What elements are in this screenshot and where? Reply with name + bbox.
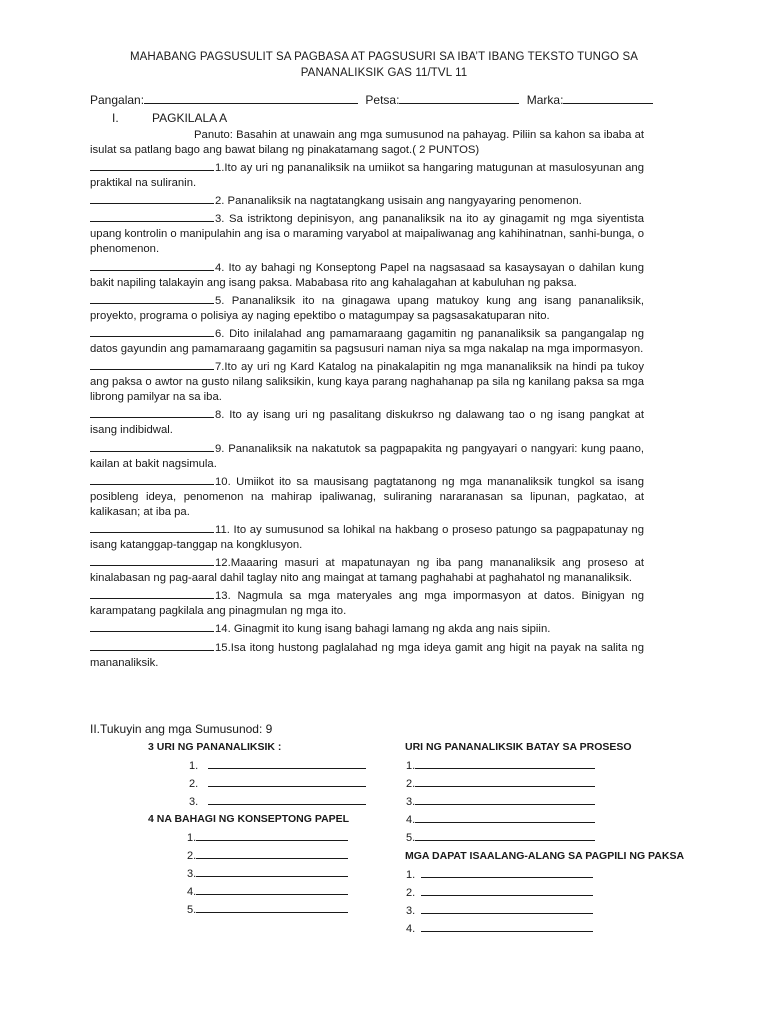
question-item: [90, 293, 644, 324]
research-types-group-row: [189, 759, 366, 772]
answer-blank[interactable]: [90, 441, 214, 452]
row-number: 4.: [187, 886, 197, 898]
answer-line[interactable]: [421, 868, 593, 878]
row-number: 3.: [187, 868, 197, 880]
concept-paper-parts-group-row: [187, 903, 348, 916]
answer-blank[interactable]: [90, 555, 214, 566]
answer-blank[interactable]: [90, 160, 214, 171]
row-number: 2.: [406, 887, 416, 899]
answer-line[interactable]: [415, 831, 595, 841]
research-types-group-title: 3 URI NG PANANALIKSIK :: [148, 741, 282, 753]
answer-blank[interactable]: [90, 474, 214, 485]
quiz-title-line-1: MAHABANG PAGSUSULIT SA PAGBASA AT PAGSUSURI SA IBA’T IBANG TEKSTO TUNGO SA: [129, 51, 638, 63]
answer-blank[interactable]: [90, 260, 214, 271]
part1-heading: [112, 111, 227, 125]
score-label: Marka:: [526, 93, 564, 107]
answer-blank[interactable]: [90, 193, 214, 204]
question-item: [90, 193, 644, 209]
topic-selection-criteria-group-row: [406, 922, 593, 935]
date-field[interactable]: [399, 92, 519, 104]
score-field[interactable]: [563, 92, 653, 104]
instruction-text: Basahin at unawain ang mga sumusunod na pahayag. Piliin sa kahon sa ibaba at isulat sa patlang bago ang bawat bilang ng pinakatamang sagot.( 2 PUNTOS): [90, 129, 644, 156]
concept-paper-parts-group-title: 4 NA BAHAGI NG KONSEPTONG PAPEL: [148, 813, 350, 825]
answer-line[interactable]: [415, 759, 595, 769]
row-number: 1.: [187, 832, 197, 844]
question-text: 6. Dito inilalahad ang pamamaraang gagamitin ng pananaliksik sa pangangalap ng datos gayundin ang pamamaraang gagamitin sa pagsusuri naman niya sa mga nakalap na mga impormasyon.: [90, 327, 644, 355]
answer-line[interactable]: [196, 849, 348, 859]
name-field[interactable]: [144, 92, 358, 104]
question-item: [90, 441, 644, 472]
answer-blank[interactable]: [90, 588, 214, 599]
question-item: [90, 326, 644, 357]
topic-selection-criteria-group-row: [406, 904, 593, 917]
question-text: 8. Ito ay isang uri ng pasalitang diskukrso ng dalawang tao o ng isang pangkat at isang indibidwal.: [90, 409, 644, 437]
answer-line[interactable]: [421, 922, 593, 932]
question-text: 1.Ito ay uri ng pananaliksik na umiikot sa hangaring matugunan at masulosyunan ang praktikal na suliranin.: [90, 162, 644, 189]
question-item: [90, 522, 644, 553]
answer-blank[interactable]: [90, 326, 214, 337]
research-types-group-row: [189, 777, 366, 790]
answer-blank[interactable]: [90, 359, 214, 370]
question-item: [90, 407, 644, 438]
answer-line[interactable]: [196, 867, 348, 877]
answer-line[interactable]: [196, 885, 348, 895]
question-item: [90, 555, 644, 586]
answer-blank[interactable]: [90, 293, 214, 304]
row-number: 4.: [406, 814, 416, 826]
question-item: [90, 640, 644, 671]
question-item: [90, 260, 644, 291]
process-research-types-group-title: URI NG PANANALIKSIK BATAY SA PROSESO: [405, 741, 632, 753]
question-item: [90, 588, 644, 619]
answer-line[interactable]: [415, 777, 595, 787]
answer-line[interactable]: [208, 795, 366, 805]
answer-line[interactable]: [196, 831, 348, 841]
part1-number: I.: [112, 111, 119, 125]
row-number: 3.: [406, 905, 416, 917]
research-types-group-row: [189, 795, 366, 808]
row-number: 2.: [189, 778, 199, 790]
question-item: [90, 474, 644, 520]
row-number: 1.: [406, 760, 416, 772]
row-number: 4.: [406, 923, 416, 935]
answer-blank[interactable]: [90, 211, 214, 222]
question-text: 13. Nagmula sa mga materyales ang mga impormasyon at datos. Binigyan ng karampatang pagkilala ang pinagmulan ng mga ito.: [90, 590, 644, 618]
topic-selection-criteria-group-row: [406, 868, 593, 881]
question-text: 12.Maaaring masuri at mapatunayan ng iba pang mananaliksik ang proseso at kinalabasan ng pag-aaral dahil taglay nito ang maingat at tamang paghahabi at paghahatol ng mananaliksik.: [90, 557, 644, 585]
answer-line[interactable]: [196, 903, 348, 913]
concept-paper-parts-group-row: [187, 867, 348, 880]
part2-title: II.Tukuyin ang mga Sumusunod: 9: [90, 722, 273, 736]
question-text: 15.Isa itong hustong paglalahad ng mga ideya gamit ang higit na payak na salita ng mananaliksik.: [90, 641, 644, 669]
question-text: 9. Pananaliksik na nakatutok sa pagpapakita ng pangyayari o nangyari: kung paano, kailan at bakit nagsimula.: [90, 442, 644, 470]
question-item: [90, 211, 644, 257]
date-label: Petsa:: [365, 93, 400, 107]
row-number: 2.: [406, 778, 416, 790]
answer-line[interactable]: [415, 813, 595, 823]
question-text: 11. Ito ay sumusunod sa lohikal na hakbang o proseso patungo sa pagpapatunay ng isang katanggap-tanggap na kongklusyon.: [90, 523, 644, 551]
instructions: [90, 128, 644, 158]
topic-selection-criteria-group-title: MGA DAPAT ISAALANG-ALANG SA PAGPILI NG PAKSA: [405, 850, 685, 862]
part1-title: PAGKILALA A: [152, 111, 228, 125]
answer-line[interactable]: [421, 904, 593, 914]
question-text: 7.Ito ay uri ng Kard Katalog na pinakalapitin ng mga mananaliksik na hindi pa tukoy ang paksa o awtor na gusto nilang saliksikin, kung kaya parang naghahanap pa sila ng kanilang paksa sa mga librong pamilyar na sa iba.: [90, 361, 644, 404]
answer-line[interactable]: [208, 777, 366, 787]
question-item: [90, 359, 644, 405]
row-number: 3.: [189, 796, 199, 808]
question-text: 10. Umiikot ito sa mausisang pagtatanong ng mga mananaliksik tungkol sa isang posibleng ideya, penomenon na mahirap ipaliwanag, suliraning nararanasan sa lipunan, pagkatao, at kalikasan; at iba pa.: [90, 475, 644, 518]
concept-paper-parts-group-row: [187, 849, 348, 862]
row-number: 5.: [187, 904, 197, 916]
question-text: 4. Ito ay bahagi ng Konseptong Papel na nagsasaad sa kasaysayan o dahilan kung bakit napiling talakayin ang isang paksa. Mababasa rito ang kahalagahan at kabuluhan ng paksa.: [90, 261, 644, 289]
answer-blank[interactable]: [90, 407, 214, 418]
process-research-types-group-row: [406, 831, 595, 844]
answer-line[interactable]: [208, 759, 366, 769]
row-number: 5.: [406, 832, 416, 844]
answer-blank[interactable]: [90, 621, 214, 632]
answer-line[interactable]: [415, 795, 595, 805]
row-number: 2.: [187, 850, 197, 862]
row-number: 1.: [189, 760, 199, 772]
question-list: [90, 160, 644, 673]
answer-blank[interactable]: [90, 522, 214, 533]
process-research-types-group-row: [406, 813, 595, 826]
topic-selection-criteria-group-row: [406, 886, 593, 899]
concept-paper-parts-group-row: [187, 831, 348, 844]
process-research-types-group-row: [406, 759, 595, 772]
row-number: 3.: [406, 796, 416, 808]
process-research-types-group-row: [406, 795, 595, 808]
quiz-title-line-2: PANANALIKSIK GAS 11/TVL 11: [300, 67, 468, 79]
question-text: 3. Sa istriktong depinisyon, ang pananaliksik na ito ay ginagamit ng mga siyentista upang kontrolin o manipulahin ang isa o maraming varyabol at maipaliwanag ang kahihinatnan, sanhi-bunga, o phenomenon.: [90, 213, 644, 256]
instruction-label: Panuto:: [194, 129, 233, 141]
answer-line[interactable]: [421, 886, 593, 896]
question-item: [90, 621, 644, 637]
answer-blank[interactable]: [90, 640, 214, 651]
question-text: 14. Ginagmit ito kung isang bahagi lamang ng akda ang nais sipiin.: [215, 623, 551, 636]
process-research-types-group-row: [406, 777, 595, 790]
question-text: 5. Pananaliksik ito na ginagawa upang matukoy kung ang isang pananaliksik, proyekto, programa o polisiya ay naging epektibo o matagumpay sa pagsasakatuparan nito.: [90, 294, 644, 322]
question-item: [90, 160, 644, 191]
row-number: 1.: [406, 869, 416, 881]
concept-paper-parts-group-row: [187, 885, 348, 898]
name-label: Pangalan:: [90, 93, 145, 107]
question-text: 2. Pananaliksik na nagtatangkang usisain ang nangyayaring penomenon.: [215, 195, 582, 208]
student-info-row: [90, 92, 650, 107]
